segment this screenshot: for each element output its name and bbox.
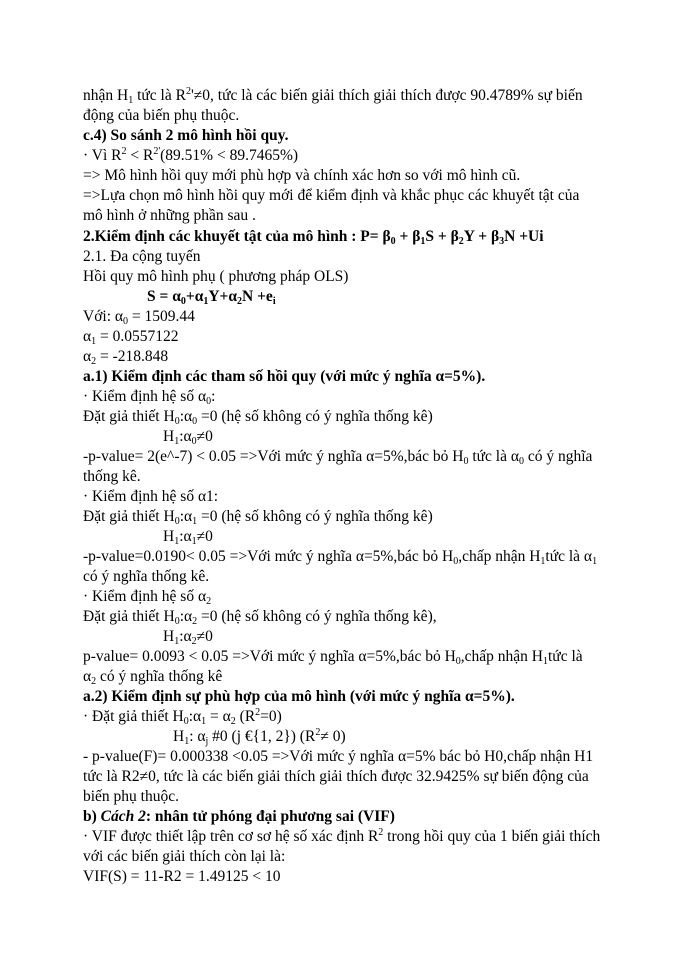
text-line: Đặt giả thiết $H_0:\alpha_2 =0$ (hệ số không có ý nghĩa thống kê), [83, 608, 437, 627]
text-line: -p-value= 2(e^-7) < 0.05 =>Với mức ý nghĩa α=5%,bác bỏ $H_0$ tức là $\alpha_0$ có ý nghĩa [83, 448, 593, 467]
text-line: · Vì $R^2 < R^{2'}(89.51\% < 89.7465\%)$ [83, 146, 299, 164]
text-line: · Kiểm định hệ số α1: [83, 488, 219, 505]
text-line: p-value= 0.0093 < 0.05 =>Với mức ý nghĩa α=5%,bác bỏ $H_0,chấp$ nhận $H_1tức$ là [83, 648, 583, 667]
text-line: $H_1:\alpha_1\ne 0$ [163, 528, 213, 547]
text-line: nhận $H_1$ tức là $R^2'\ne 0$, tức là các biến giải thích giải thích được 90.4789% sự biến [83, 86, 583, 106]
text-line: Đặt giả thiết $H_0:\alpha_1 =0$ (hệ số không có ý nghĩa thống kê) [83, 508, 433, 527]
text-line: với các biến giải thích còn lại là: [83, 848, 286, 865]
text-line: mô hình ở những phần sau . [83, 207, 256, 224]
text-line: · Kiểm định hệ số $\alpha_2$ [83, 588, 212, 607]
section-heading: c.4) So sánh 2 mô hình hồi quy. [83, 127, 289, 144]
text-line: =>Lựa chọn mô hình hồi quy mới để kiểm định và khắc phục các khuyết tật của [83, 187, 580, 204]
section-heading: 2.Kiểm định các khuyết tật của mô hình : $P= \beta_0 + \beta_1S + \beta_2Y + \beta_3N +Ui$ [83, 228, 544, 247]
equation: $S = \alpha_0+\alpha_1Y+\alpha_2N +e_i$ [147, 288, 276, 307]
text-line: => Mô hình hồi quy mới phù hợp và chính xác hơn so với mô hình cũ. [83, 167, 521, 184]
text-line: Đặt giả thiết $H_0:\alpha_0 =0$ (hệ số không có ý nghĩa thống kê) [83, 408, 433, 427]
subsection-heading: 2.1. Đa cộng tuyến [83, 248, 201, 265]
text-line: · Đặt giả thiết $H_0:\alpha_1 = \alpha_2$ $(R^2=0)$ [83, 707, 282, 727]
text-line: · Kiểm định hệ số $\alpha_0$: [83, 388, 216, 407]
text-line: có ý nghĩa thống kê. [83, 568, 210, 585]
text-line: $H_1:\alpha_2\ne 0$ [163, 628, 213, 647]
text-line: $H_1:\alpha_0\ne 0$ [163, 428, 213, 447]
text-line: biến phụ thuộc. [83, 788, 179, 805]
text-line: VIF(S) = 11-R2 = 1.49125 < 10 [83, 868, 281, 885]
text-line: -p-value=0.0190< 0.05 =>Với mức ý nghĩa α=5%,bác bỏ $H_0,chấp$ nhận $H_1tức$ là $\alpha_1$ [83, 548, 598, 567]
text-line: thống kê. [83, 468, 141, 485]
section-heading: a.2) Kiểm định sự phù hợp của mô hình (với mức ý nghĩa α=5%). [83, 688, 515, 705]
text-line: · VIF được thiết lập trên cơ sơ hệ số xác định $R^2$ trong hồi quy của 1 biến giải thích [83, 827, 601, 845]
text-line: Với: $\alpha_0 = 1509.44$ [83, 308, 195, 327]
text-line: $\alpha_1 = 0.0557122$ [83, 328, 179, 347]
text-line: $\alpha_2$ có ý nghĩa thống kê [83, 668, 223, 687]
section-heading: a.1) Kiểm định các tham số hồi quy (với mức ý nghĩa α=5%). [83, 368, 486, 385]
text-line: $\alpha_2 = -218.848$ [83, 348, 169, 367]
text-line: Hồi quy mô hình phụ ( phương pháp OLS) [83, 268, 349, 285]
text-line: $H_1$: $\alpha_j$ #0 (j €{1, 2}) $(R^2\ne 0)$ [173, 727, 346, 747]
text-line: động của biến phụ thuộc. [83, 107, 240, 124]
text-line: tức là R2≠0, tức là các biến giải thích giải thích được 32.9425% sự biến động của [83, 768, 589, 785]
text-line: - p-value(F)= 0.000338 <0.05 =>Với mức ý nghĩa α=5% bác bỏ H0,chấp nhận H1 [83, 748, 594, 765]
section-heading: b) Cách 2: nhân tử phóng đại phương sai (VIF) [83, 808, 395, 825]
